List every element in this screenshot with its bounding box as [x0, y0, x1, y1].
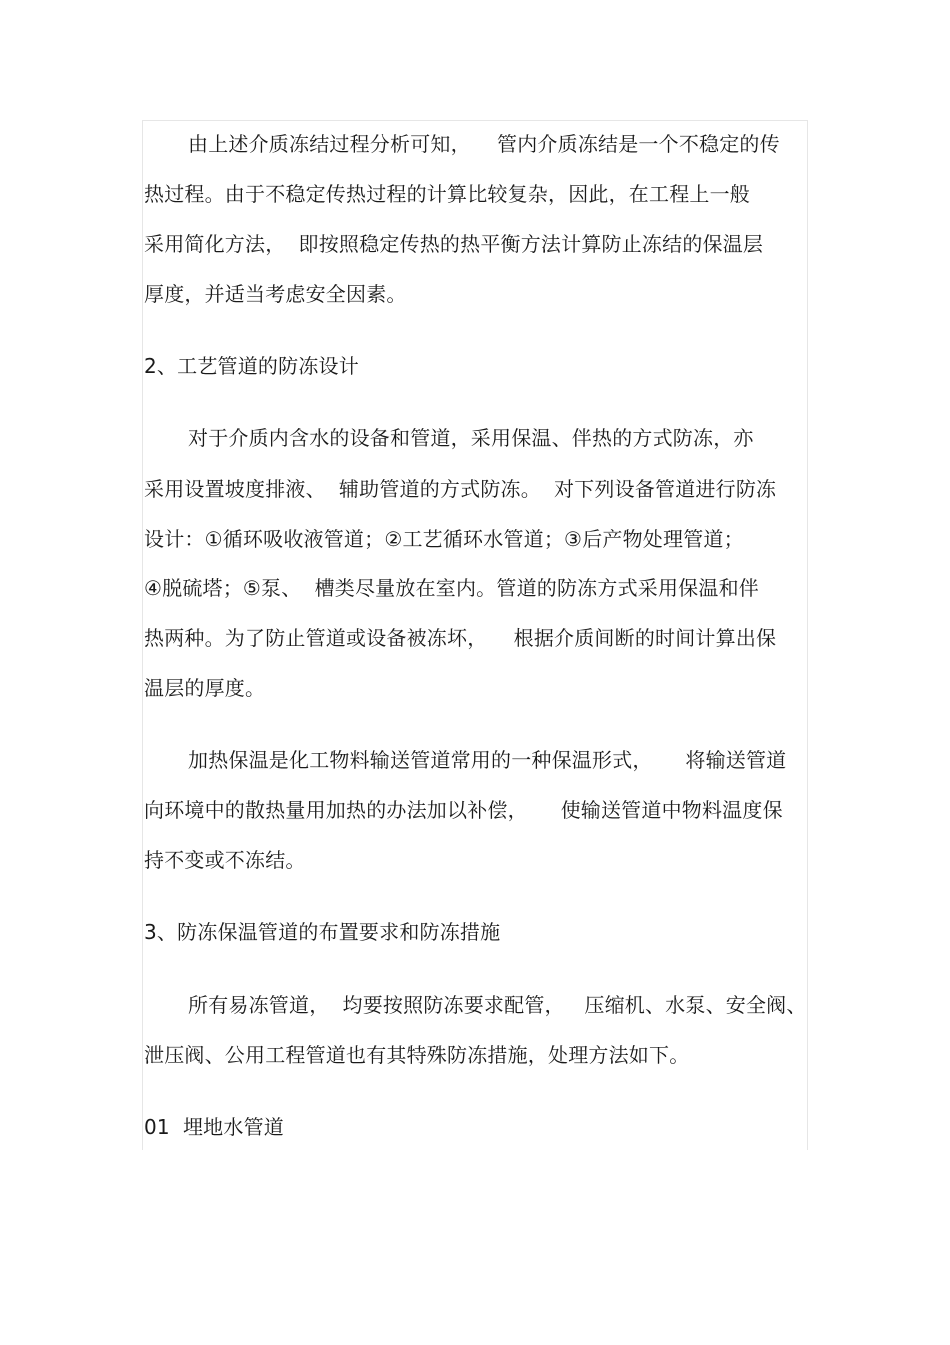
paragraph-2-line-1: 对于介质内含水的设备和管道，采用保温、伴热的方式防冻，亦: [188, 426, 754, 450]
paragraph-3-line-3: 持不变或不冻结。: [144, 848, 306, 872]
paragraph-4-line-1: 所有易冻管道， 均要按照防冻要求配管， 压缩机、水泵、安全阀、: [188, 993, 807, 1017]
paragraph-2-line-5: 热两种。为了防止管道或设备被冻坏， 根据介质间断的时间计算出保: [144, 626, 777, 650]
paragraph-2-line-6: 温层的厚度。: [144, 676, 266, 700]
paragraph-2-line-2: 采用设置坡度排液、 辅助管道的方式防冻。 对下列设备管道进行防冻: [144, 477, 777, 501]
paragraph-1-line-1: 由上述介质冻结过程分析可知， 管内介质冻结是一个不稳定的传: [188, 132, 780, 156]
paragraph-4-line-2: 泄压阀、公用工程管道也有其特殊防冻措施，处理方法如下。: [144, 1043, 690, 1067]
section-heading-2: 2、工艺管道的防冻设计: [144, 354, 359, 378]
paragraph-3-line-2: 向环境中的散热量用加热的办法加以补偿， 使输送管道中物料温度保: [144, 798, 783, 822]
paragraph-2-line-4: ④脱硫塔；⑤泵、 槽类尽量放在室内。管道的防冻方式采用保温和伴: [144, 576, 759, 600]
paragraph-1-line-4: 厚度，并适当考虑安全因素。: [144, 282, 407, 306]
paragraph-2-line-3: 设计：①循环吸收液管道；②工艺循环水管道；③后产物处理管道；: [144, 527, 744, 551]
paragraph-1-line-3: 采用简化方法， 即按照稳定传热的热平衡方法计算防止冻结的保温层: [144, 232, 764, 256]
paragraph-1-line-2: 热过程。由于不稳定传热过程的计算比较复杂，因此，在工程上一般: [144, 182, 750, 206]
section-heading-3: 3、防冻保温管道的布置要求和防冻措施: [144, 920, 501, 944]
subsection-heading-01: 01 埋地水管道: [144, 1115, 284, 1139]
paragraph-3-line-1: 加热保温是化工物料输送管道常用的一种保温形式， 将输送管道: [188, 748, 787, 772]
